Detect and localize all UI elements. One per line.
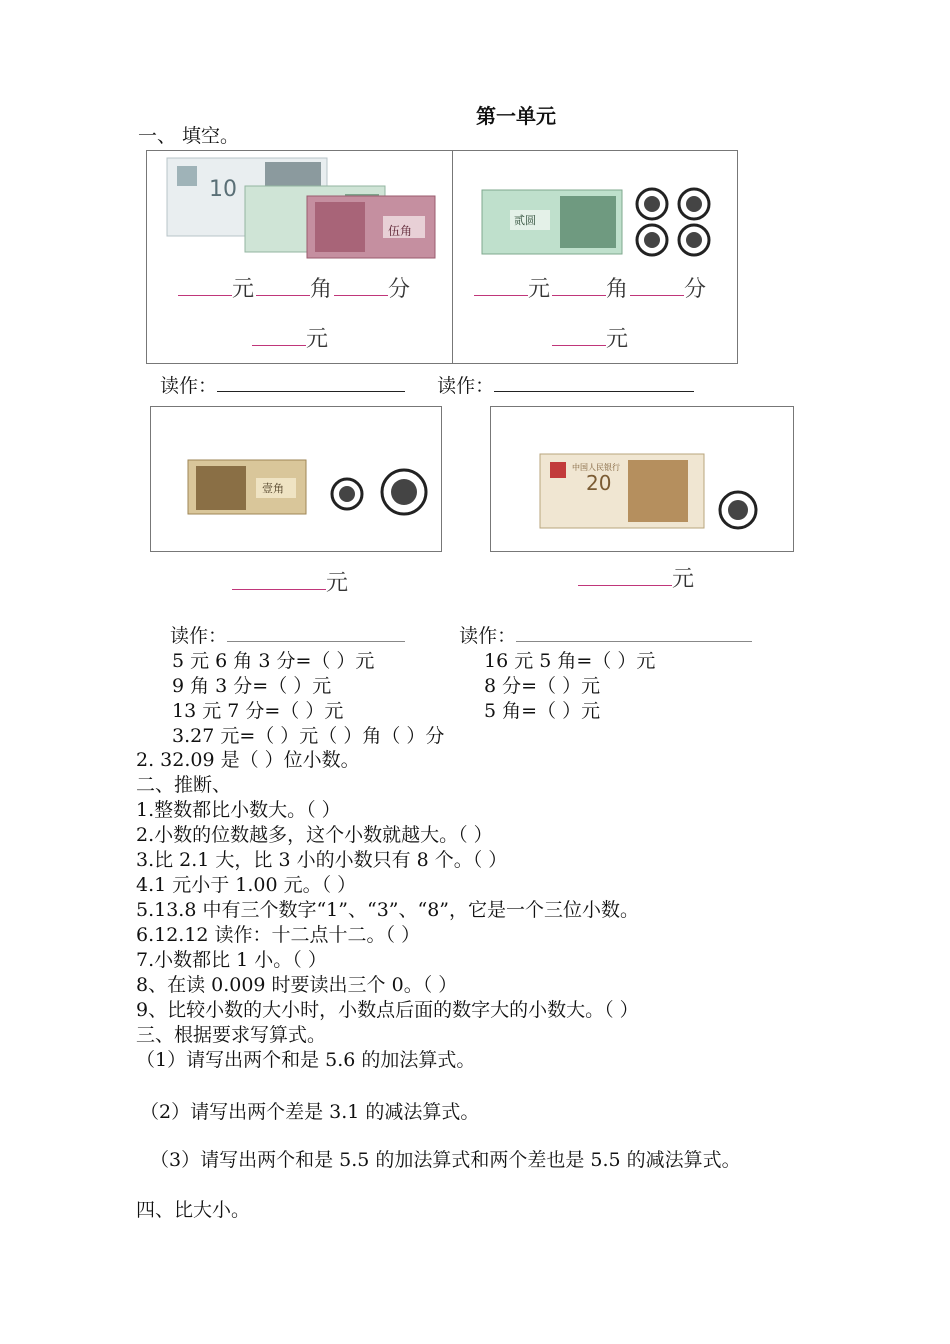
banknotes-group-4 bbox=[538, 452, 768, 532]
judgement-item: 1.整数都比小数大。（ ） bbox=[136, 799, 341, 821]
unit-jiao: 角 bbox=[606, 277, 629, 302]
question-2: 2. 32.09 是（ ）位小数。 bbox=[136, 749, 360, 771]
conversion-row: 8 分=（ ）元 bbox=[484, 675, 601, 697]
judgement-item: 2.小数的位数越多，这个小数就越大。（ ） bbox=[136, 824, 493, 846]
read-label: 读作： bbox=[459, 625, 517, 647]
unit-yuan: 元 bbox=[326, 571, 349, 596]
one-jiao-label: 壹角 bbox=[262, 482, 284, 495]
two-fen-coin bbox=[332, 479, 362, 509]
total-yuan-blank-2[interactable] bbox=[552, 345, 606, 346]
unit-yuan: 元 bbox=[672, 567, 695, 592]
judgement-item: 8、在读 0.009 时要读出三个 0。（ ） bbox=[136, 974, 458, 996]
one-jiao-coin-c bbox=[637, 225, 667, 255]
jiao-blank-2[interactable] bbox=[552, 295, 606, 296]
unit-yuan: 元 bbox=[606, 327, 629, 352]
section1-heading: 一、 填空。 bbox=[138, 125, 240, 147]
one-jiao-coin-d bbox=[679, 225, 709, 255]
judgement-item: 3.比 2.1 大，比 3 小的小数只有 8 个。（ ） bbox=[136, 849, 508, 871]
total-yuan-blank-3[interactable] bbox=[232, 589, 326, 590]
read-as-row-2 bbox=[170, 624, 752, 648]
five-fen-coin bbox=[382, 470, 426, 514]
read-as-blank-3[interactable] bbox=[227, 641, 405, 642]
section3-heading: 三、根据要求写算式。 bbox=[136, 1024, 327, 1046]
five-jiao-label: 伍角 bbox=[388, 224, 413, 238]
jiao-blank-1[interactable] bbox=[256, 295, 310, 296]
one-jiao-coin-b bbox=[679, 189, 709, 219]
judgement-item: 6.12.12 读作：十二点十二。（ ） bbox=[136, 924, 421, 946]
read-as-blank-1[interactable] bbox=[217, 391, 405, 392]
banknotes-group-1 bbox=[165, 156, 440, 260]
unit-fen: 分 bbox=[388, 277, 411, 302]
expression-item: （3）请写出两个和是 5.5 的加法算式和两个差也是 5.5 的减法算式。 bbox=[150, 1149, 741, 1171]
unit-fen: 分 bbox=[684, 277, 707, 302]
conversion-row: 3.27 元=（ ）元（ ）角（ ）分 bbox=[172, 725, 445, 747]
one-jiao-coin-a bbox=[637, 189, 667, 219]
two-yuan-label: 贰圆 bbox=[514, 214, 536, 227]
judgement-item: 4.1 元小于 1.00 元。（ ） bbox=[136, 874, 357, 896]
page-title: 第一单元 bbox=[476, 104, 556, 128]
panel2-total-row bbox=[552, 322, 628, 353]
five-jiao-note bbox=[307, 196, 435, 258]
read-label: 读作： bbox=[437, 375, 495, 397]
judgement-item: 9、比较小数的大小时，小数点后面的数字大的小数大。（ ） bbox=[136, 999, 639, 1021]
banknotes-group-3 bbox=[186, 458, 436, 518]
two-yuan-note-b bbox=[482, 190, 622, 254]
read-as-row-1 bbox=[160, 374, 694, 398]
conversion-row: 16 元 5 角=（ ）元 bbox=[484, 650, 656, 672]
conversion-row: 13 元 7 分=（ ）元 bbox=[172, 700, 344, 722]
read-label: 读作： bbox=[160, 375, 218, 397]
one-jiao-note bbox=[188, 460, 306, 514]
read-as-blank-2[interactable] bbox=[494, 391, 694, 392]
yuan-blank-1[interactable] bbox=[178, 295, 232, 296]
unit-yuan: 元 bbox=[306, 327, 329, 352]
panel1-total-row bbox=[252, 322, 328, 353]
fen-blank-2[interactable] bbox=[630, 295, 684, 296]
total-yuan-blank-1[interactable] bbox=[252, 345, 306, 346]
conversion-row: 5 角=（ ）元 bbox=[484, 700, 601, 722]
yuan-blank-2[interactable] bbox=[474, 295, 528, 296]
read-as-blank-4[interactable] bbox=[516, 641, 752, 642]
unit-jiao: 角 bbox=[310, 277, 333, 302]
one-yuan-coin bbox=[720, 492, 756, 528]
total-yuan-blank-4[interactable] bbox=[578, 585, 672, 586]
section2-heading: 二、推断、 bbox=[136, 774, 232, 796]
unit-yuan: 元 bbox=[528, 277, 551, 302]
judgement-item: 5.13.8 中有三个数字“1”、“3”、“8”，它是一个三位小数。 bbox=[136, 899, 640, 921]
panel4-total-row bbox=[578, 562, 694, 593]
expression-item: （2）请写出两个差是 3.1 的减法算式。 bbox=[140, 1101, 480, 1123]
conversion-row: 5 元 6 角 3 分=（ ）元 bbox=[172, 650, 375, 672]
twenty-yuan-note bbox=[540, 454, 704, 528]
panel1-blank-row bbox=[178, 272, 410, 303]
panel2-blank-row bbox=[474, 272, 706, 303]
conversion-row: 9 角 3 分=（ ）元 bbox=[172, 675, 332, 697]
fen-blank-1[interactable] bbox=[334, 295, 388, 296]
expression-item: （1）请写出两个和是 5.6 的加法算式。 bbox=[136, 1049, 476, 1071]
unit-yuan: 元 bbox=[232, 277, 255, 302]
svg-text:20: 20 bbox=[586, 471, 612, 495]
svg-text:10: 10 bbox=[209, 177, 237, 202]
read-label: 读作： bbox=[170, 625, 228, 647]
svg-text:中国人民银行: 中国人民银行 bbox=[572, 463, 620, 472]
panel3-total-row bbox=[232, 566, 348, 597]
section4-heading: 四、比大小。 bbox=[136, 1199, 251, 1221]
judgement-item: 7.小数都比 1 小。（ ） bbox=[136, 949, 327, 971]
